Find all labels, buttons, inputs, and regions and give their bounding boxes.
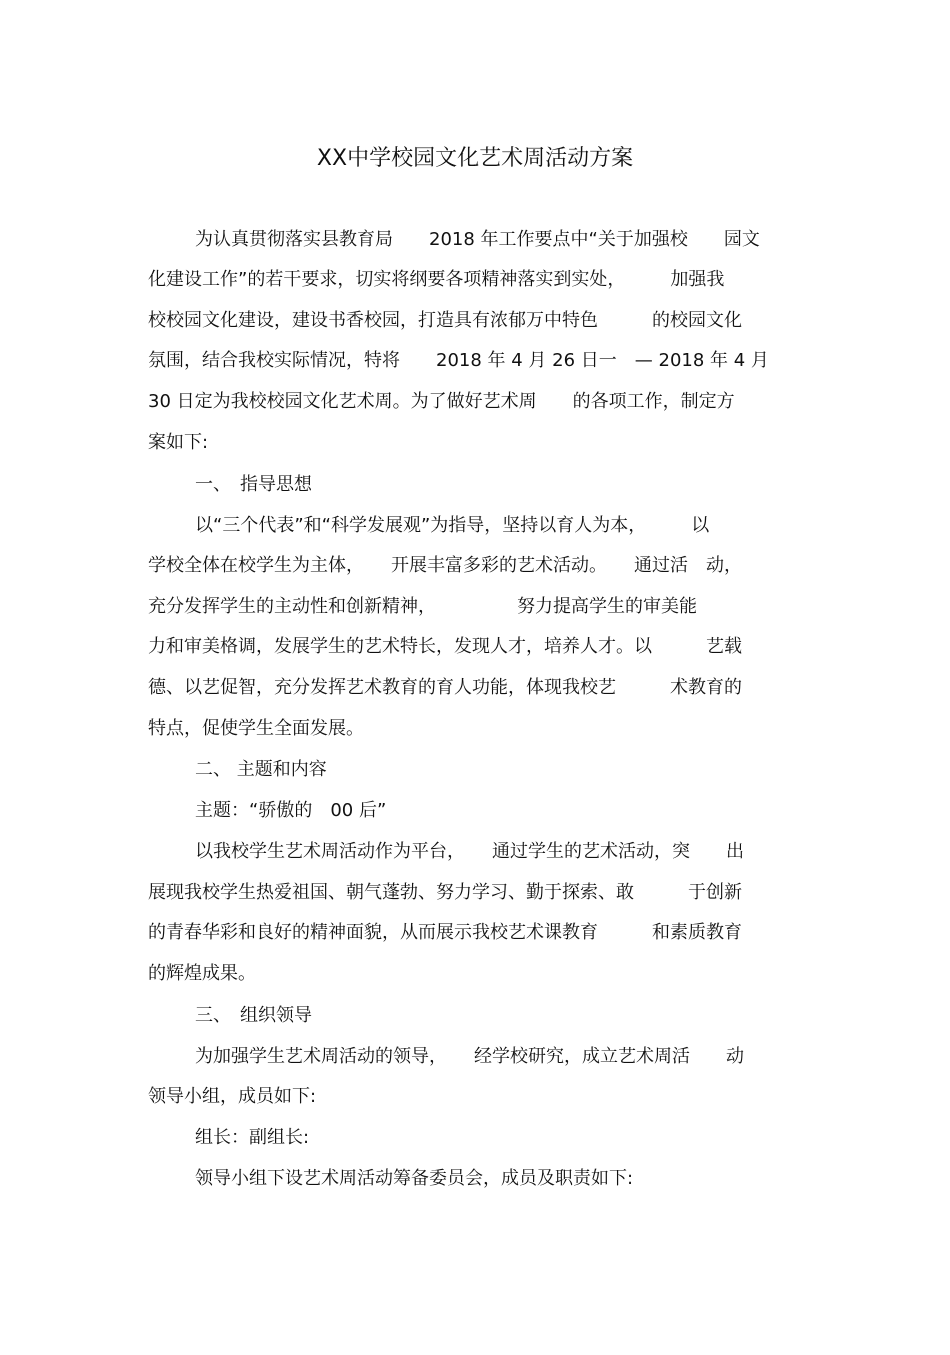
paragraph-line: 充分发挥学生的主动性和创新精神， 努力提高学生的审美能 [148, 596, 697, 617]
paragraph-line: 的青春华彩和良好的精神面貌，从而展示我校艺术课教育 和素质教育 [148, 922, 742, 943]
paragraph-line: 案如下: [148, 432, 209, 453]
section-heading: 一、 指导思想 [195, 474, 312, 495]
paragraph-line: 校校园文化建设，建设书香校园，打造具有浓郁万中特色 的校园文化 [148, 310, 742, 331]
paragraph-line: 展现我校学生热爱祖国、朝气蓬勃、努力学习、勤于探索、敢 于创新 [148, 882, 742, 903]
paragraph-line: 30 日定为我校校园文化艺术周。为了做好艺术周 的各项工作，制定方 [148, 391, 735, 412]
paragraph-line: 为认真贯彻落实县教育局 2018 年工作要点中“关于加强校 园文 [195, 229, 760, 250]
paragraph-line: 的辉煌成果。 [148, 963, 256, 984]
paragraph-line: 领导小组，成员如下: [148, 1086, 317, 1107]
paragraph-line: 氛围，结合我校实际情况，特将 2018 年 4 月 26 日一 — 2018 年 4 月 [148, 350, 769, 371]
paragraph-line: 学校全体在校学生为主体， 开展丰富多彩的艺术活动。 通过活 动， [148, 555, 742, 576]
paragraph-line: 力和审美格调，发展学生的艺术特长，发现人才，培养人才。以 艺载 [148, 636, 742, 657]
paragraph-line: 以“三个代表”和“科学发展观”为指导，坚持以育人为本， 以 [195, 515, 710, 536]
paragraph-line: 特点，促使学生全面发展。 [148, 718, 364, 739]
document-title: XX中学校园文化艺术周活动方案 [316, 146, 634, 171]
paragraph-line: 德、以艺促智，充分发挥艺术教育的育人功能，体现我校艺 术教育的 [148, 677, 742, 698]
paragraph-line: 为加强学生艺术周活动的领导， 经学校研究，成立艺术周活 动 [195, 1046, 744, 1067]
section-heading: 三、 组织领导 [195, 1005, 312, 1026]
paragraph-line: 领导小组下设艺术周活动筹备委员会，成员及职责如下: [195, 1168, 634, 1189]
theme-line: 主题：“骄傲的 00 后” [195, 800, 387, 821]
paragraph-line: 化建设工作”的若干要求，切实将纲要各项精神落实到实处， 加强我 [148, 269, 725, 290]
paragraph-line: 组长：副组长: [195, 1127, 310, 1148]
section-heading: 二、 主题和内容 [195, 759, 327, 780]
paragraph-line: 以我校学生艺术周活动作为平台， 通过学生的艺术活动，突 出 [195, 841, 744, 862]
